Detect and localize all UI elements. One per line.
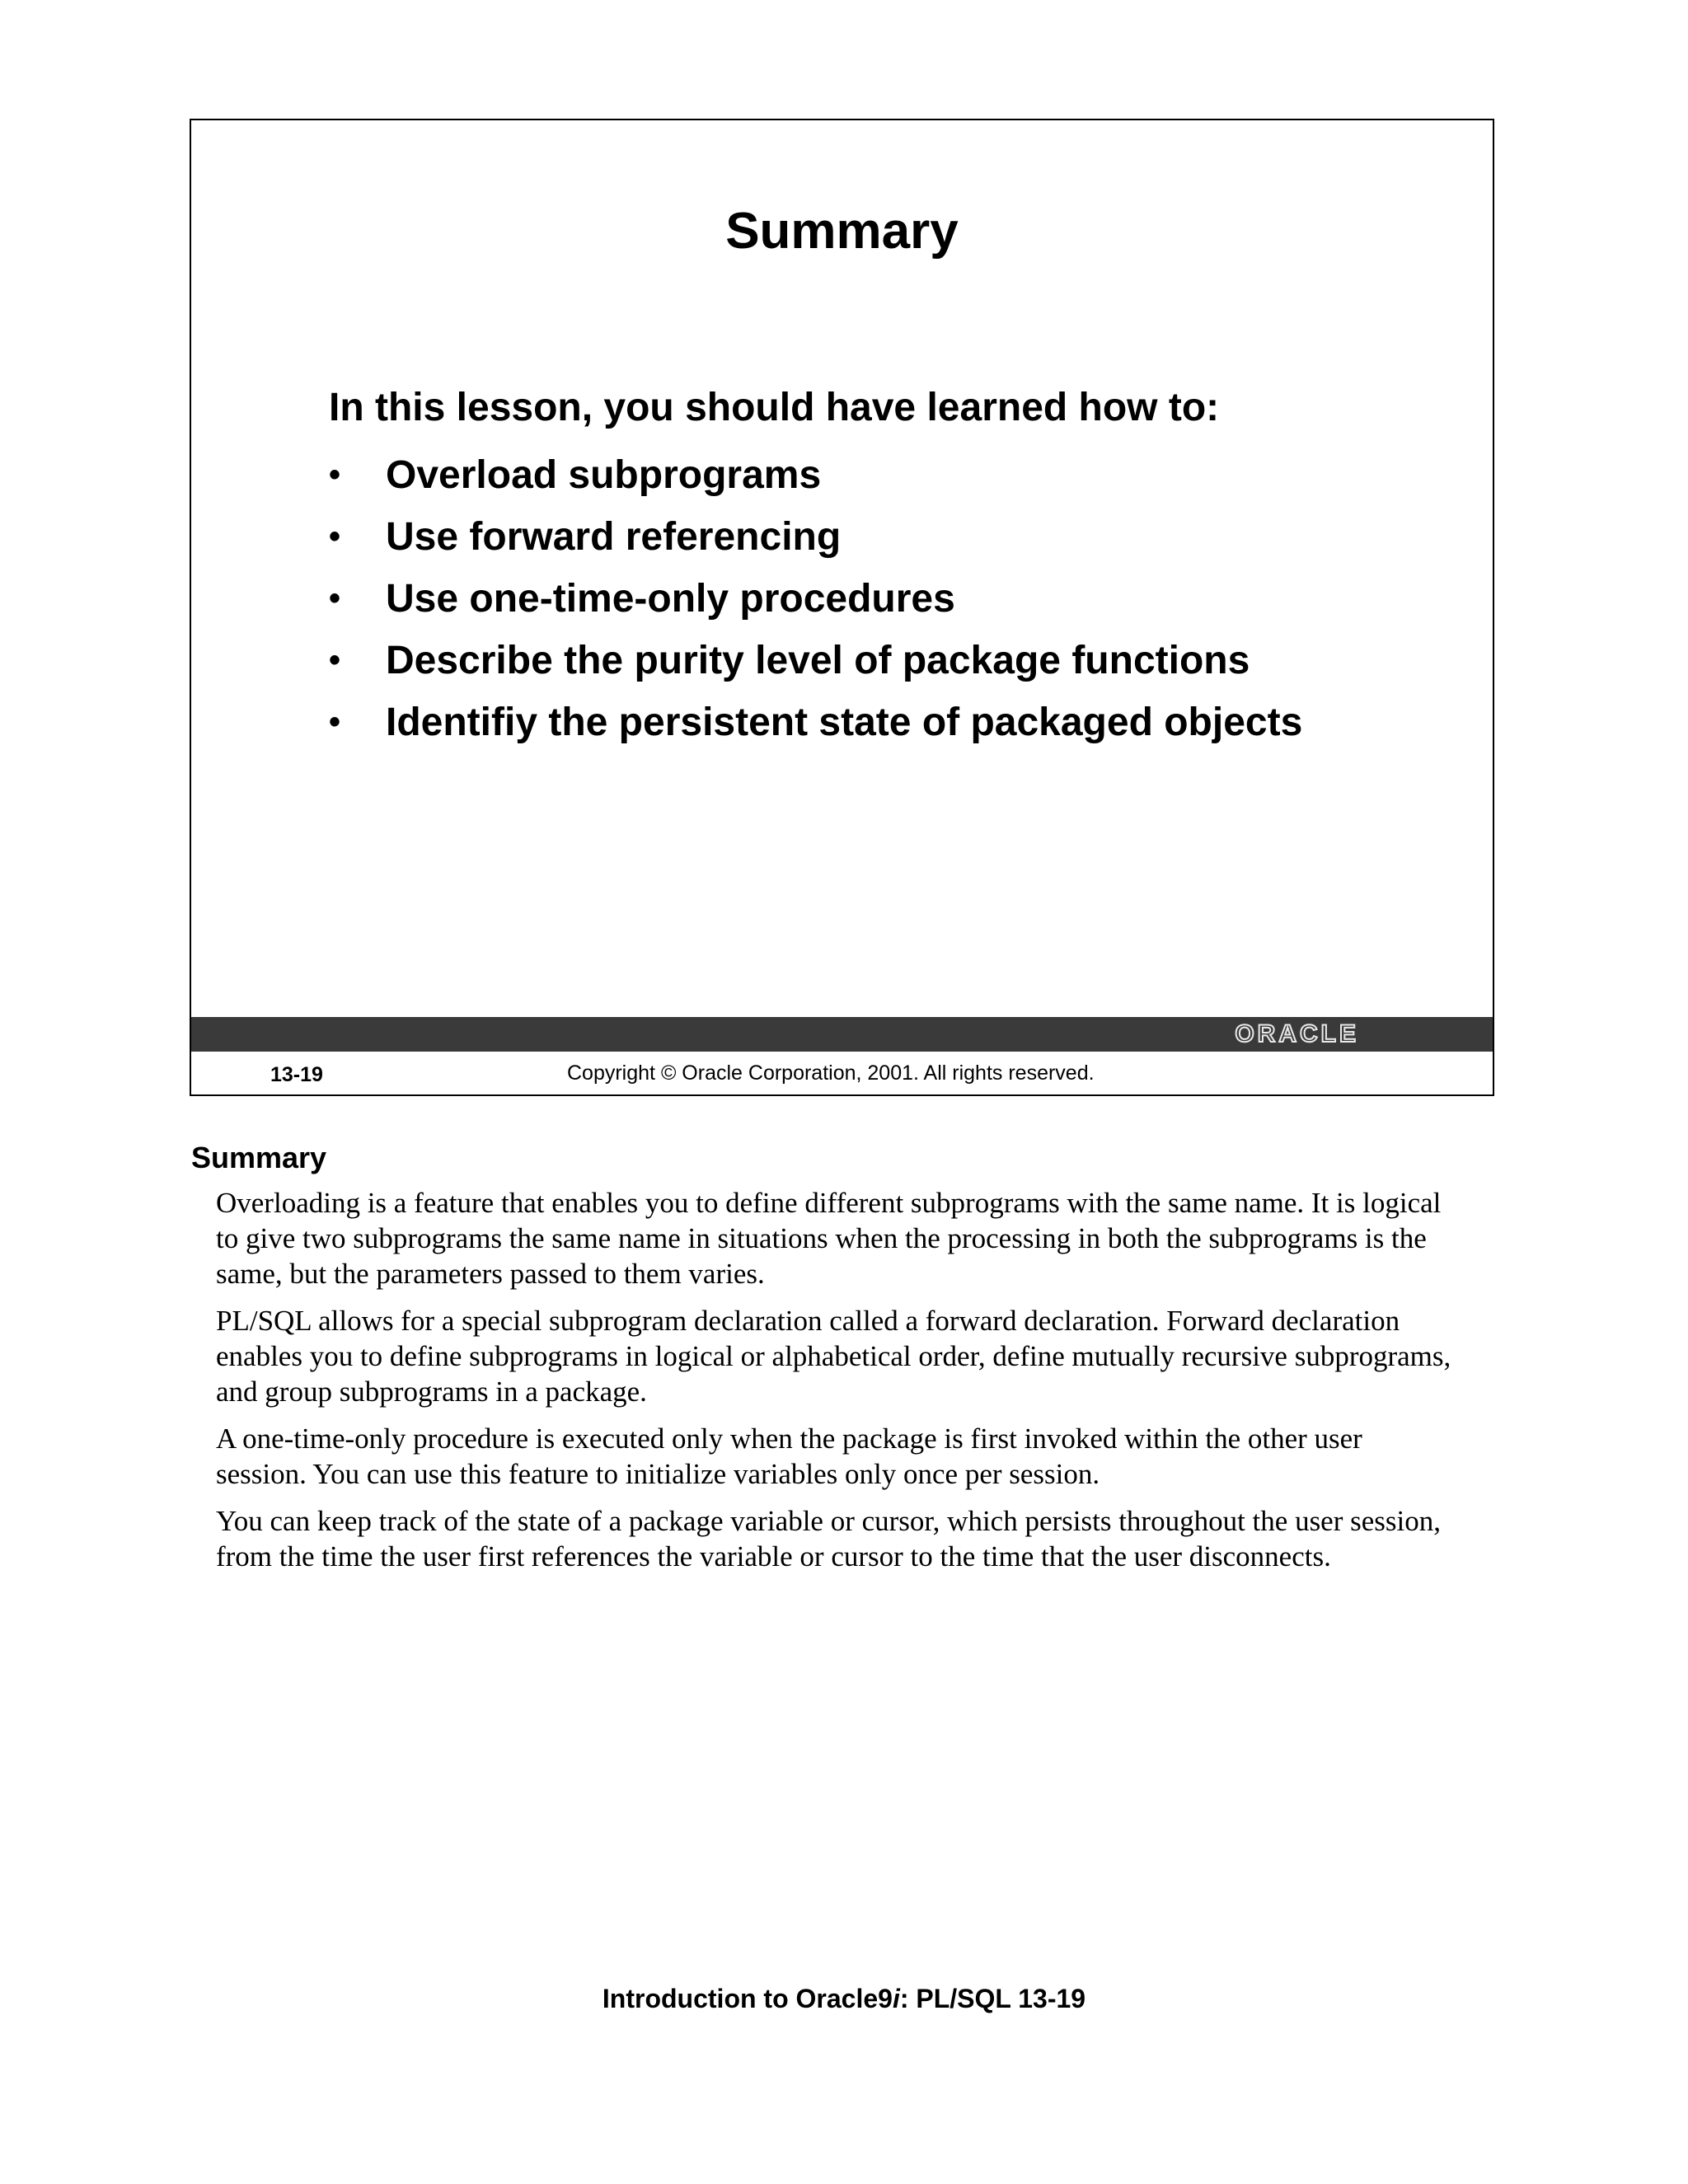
notes-paragraph: Overloading is a feature that enables you to define different subprograms with the same name. It is logical to give two subprograms the same name in situations when the processing in both the subprograms is the same, but the parameters passed to them varies. xyxy=(216,1187,1442,1290)
bullet-text: Use forward referencing xyxy=(386,515,842,559)
bullet-text: Overload subprograms xyxy=(386,453,822,497)
slide-title: Summary xyxy=(725,203,959,260)
slide-frame xyxy=(190,119,1494,1096)
bullet-icon: • xyxy=(329,518,341,555)
bullet-text: Use one-time-only procedures xyxy=(386,577,955,621)
copyright-text: Copyright © Oracle Corporation, 2001. All rights reserved. xyxy=(567,1062,1095,1085)
notes-body xyxy=(216,1185,1452,1586)
page-footer-prefix: Introduction to Oracle9 xyxy=(602,1984,893,2013)
page-footer-italic: i xyxy=(892,1984,900,2013)
notes-paragraph: PL/SQL allows for a special subprogram declaration called a forward declaration. Forward declaration enables you to define subprograms in logical or alphabetical order, define mutually recursive subprograms, and group subprograms in a package. xyxy=(216,1305,1451,1408)
oracle-bar xyxy=(191,1017,1493,1052)
slide-footer xyxy=(191,1052,1493,1096)
oracle-logo-text: ORACLE xyxy=(1235,1020,1359,1047)
bullet-icon: • xyxy=(329,704,341,740)
bullet-icon: • xyxy=(329,642,341,678)
page-footer-suffix: : PL/SQL 13-19 xyxy=(899,1984,1086,2013)
bullet-text: Describe the purity level of package functions xyxy=(386,639,1250,682)
notes-paragraph: You can keep track of the state of a package variable or cursor, which persists throughout the user session, from the time the user first references the variable or cursor to the time that the user disconnects. xyxy=(216,1505,1441,1572)
oracle-logo xyxy=(1233,1022,1361,1047)
notes-paragraph: A one-time-only procedure is executed only when the package is first invoked within the other user session. You can use this feature to initialize variables only once per session. xyxy=(216,1422,1362,1490)
slide-intro: In this lesson, you should have learned how to: xyxy=(329,386,1220,429)
notes-heading: Summary xyxy=(191,1141,327,1174)
bullet-icon: • xyxy=(329,457,341,493)
bullet-icon: • xyxy=(329,580,341,616)
page-footer xyxy=(0,1984,1688,2014)
slide-number: 13-19 xyxy=(270,1063,323,1086)
bullet-text: Identifiy the persistent state of packaged objects xyxy=(386,701,1303,744)
